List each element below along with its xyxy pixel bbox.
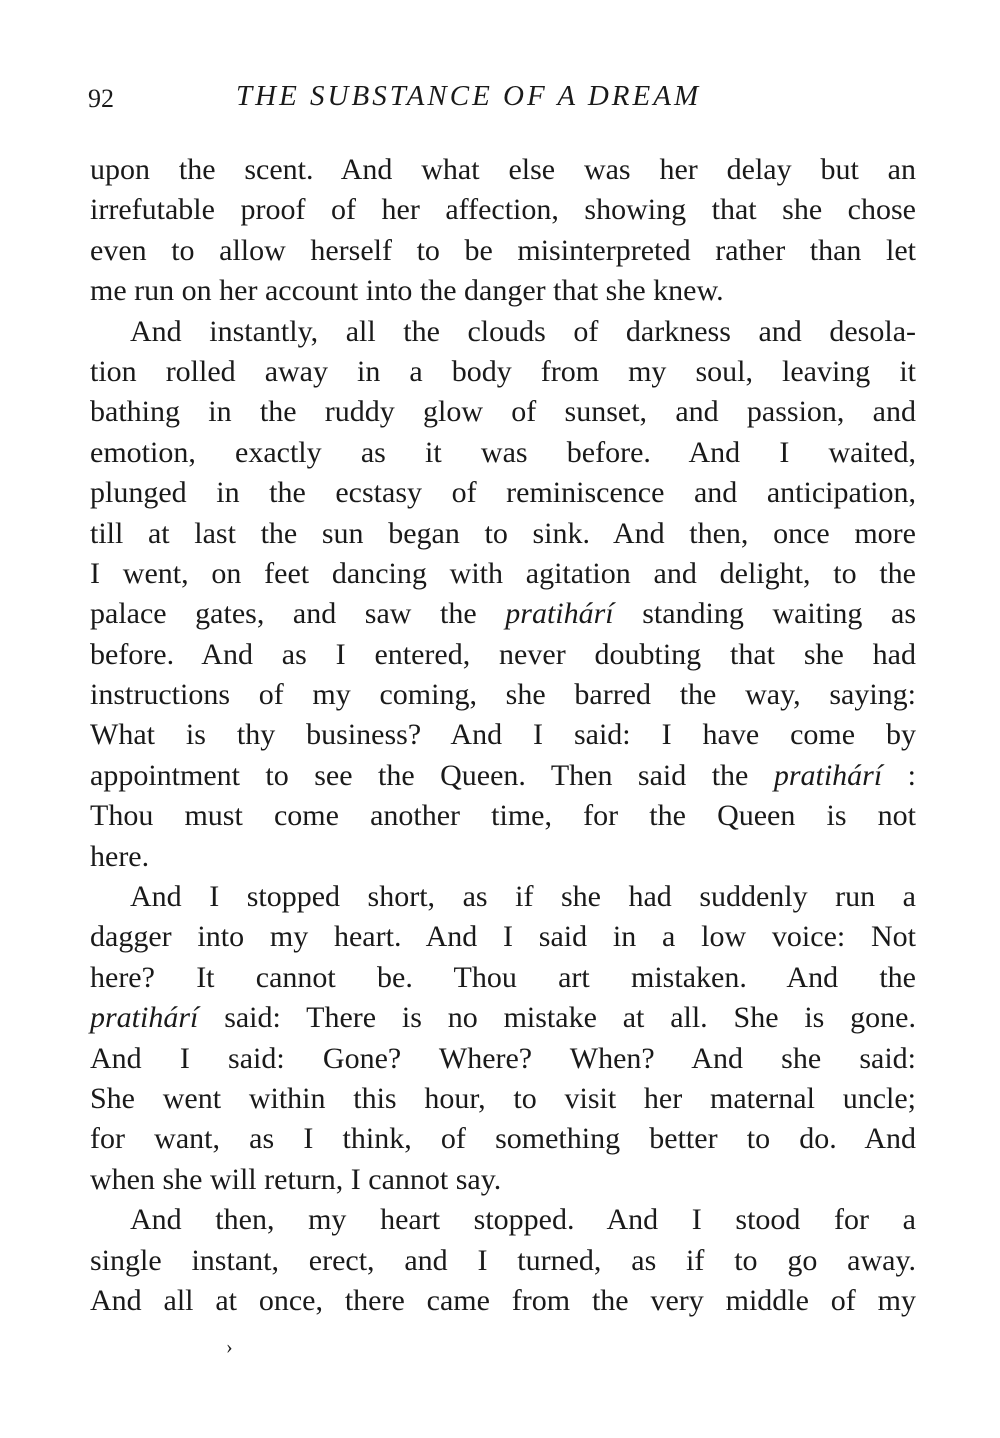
text-line: me run on her account into the danger that she knew. [90, 274, 724, 308]
text-line: And I stopped short, as if she had suddenly run a [130, 880, 916, 914]
text-line: I went, on feet dancing with agitation and delight, to the [90, 556, 916, 590]
body-text [90, 150, 916, 1321]
text-segment: palace gates, and saw the [90, 597, 506, 631]
text-line: irrefutable proof of her affection, showing that she chose [90, 193, 916, 227]
text-line: when she will return, I cannot say. [90, 1162, 502, 1196]
italic-term: pratihárí [90, 1001, 199, 1035]
text-segment: appointment to see the Queen. Then said the [90, 758, 774, 792]
text-segment: standing waiting as [613, 597, 917, 631]
text-line: single instant, erect, and I turned, as if to go away. [90, 1243, 916, 1277]
text-line: here? It cannot be. Thou art mistaken. And the [90, 960, 916, 994]
page-number: 92 [88, 84, 114, 113]
text-line: instructions of my coming, she barred the way, saying: [90, 678, 916, 712]
text-line: plunged in the ecstasy of reminiscence and anticipation, [90, 476, 916, 510]
text-line: What is thy business? And I said: I have come by [90, 718, 916, 752]
page-header [88, 80, 914, 120]
text-line: for want, as I think, of something better to do. And [90, 1122, 916, 1156]
text-line: before. And as I entered, never doubting that she had [90, 637, 916, 671]
text-line: Thou must come another time, for the Queen is not [90, 799, 916, 833]
text-line [90, 998, 916, 1038]
text-line: And instantly, all the clouds of darkness and desola- [130, 314, 916, 348]
text-line: emotion, exactly as it was before. And I waited, [90, 435, 916, 469]
text-segment: : [882, 758, 916, 792]
text-line: upon the scent. And what else was her delay but an [90, 153, 916, 186]
italic-term: pratihárí [773, 758, 883, 792]
text-line: tion rolled away in a body from my soul, leaving it [90, 354, 916, 388]
text-line [90, 594, 916, 634]
italic-term: pratihárí [505, 597, 614, 631]
running-head-title: THE SUBSTANCE OF A DREAM [236, 80, 702, 112]
text-line: till at last the sun began to sink. And then, once more [90, 516, 916, 550]
text-line: And all at once, there came from the very middle of my [90, 1283, 916, 1317]
text-segment: said: There is no mistake at all. She is gone. [198, 1001, 916, 1035]
text-line [90, 756, 916, 796]
text-line: even to allow herself to be misinterpreted rather than let [90, 233, 916, 267]
text-line: And I said: Gone? Where? When? And she said: [90, 1041, 916, 1075]
text-line: bathing in the ruddy glow of sunset, and passion, and [90, 395, 916, 429]
text-line: She went within this hour, to visit her maternal uncle; [90, 1081, 916, 1115]
text-line: dagger into my heart. And I said in a low voice: Not [90, 920, 916, 954]
signature-mark: › [226, 1336, 233, 1358]
text-line: here. [90, 839, 150, 873]
text-line: And then, my heart stopped. And I stood for a [130, 1203, 916, 1237]
